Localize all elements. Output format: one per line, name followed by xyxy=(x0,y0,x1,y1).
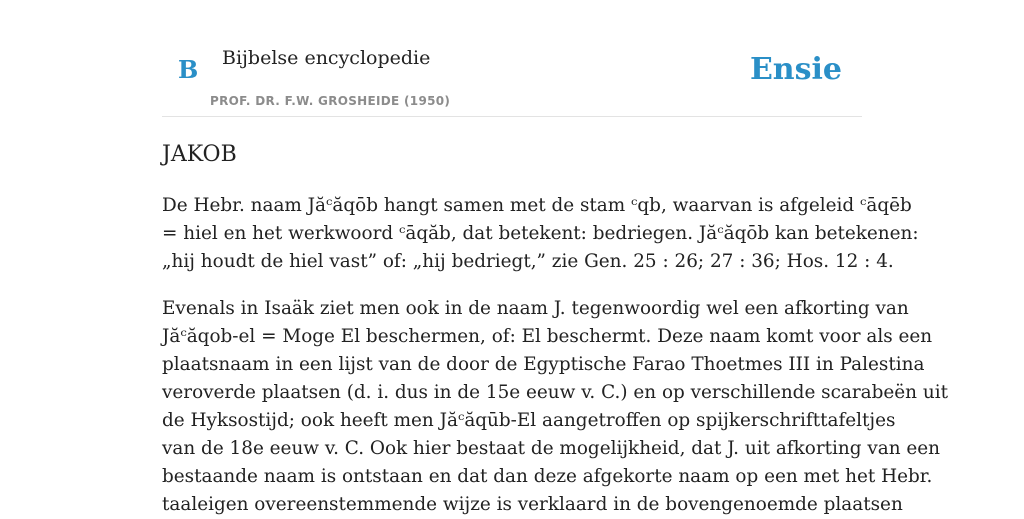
book-title-link[interactable]: Bijbelse encyclopedie xyxy=(222,47,431,69)
paragraph-line: De Hebr. naam Jăᶜăqōb hangt samen met de stam ᶜqb, waarvan is afgeleid ᶜāqēb xyxy=(162,195,912,216)
book-author: PROF. DR. F.W. GROSHEIDE (1950) xyxy=(210,94,451,108)
article-paragraph-2 xyxy=(162,295,948,519)
article xyxy=(162,140,948,519)
paragraph-line: Evenals in Isaäk ziet men ook in de naam J. tegenwoordig wel een afkorting van xyxy=(162,298,909,319)
paragraph-line: bestaande naam is ontstaan en dat dan deze afgekorte naam op een met het Hebr. xyxy=(162,466,933,487)
paragraph-line: de Hyksostijd; ook heeft men Jăᶜăqūb-El aangetroffen op spijkerschrifttafeltjes xyxy=(162,410,896,431)
paragraph-line: plaatsnaam in een lijst van de door de Egyptische Farao Thoetmes III in Palestina xyxy=(162,354,925,375)
article-paragraph-1 xyxy=(162,192,919,276)
paragraph-line: taaleigen overeenstemmende wijze is verklaard in de bovengenoemde plaatsen xyxy=(162,494,903,515)
paragraph-line: van de 18e eeuw v. C. Ook hier bestaat de mogelijkheid, dat J. uit afkorting van een xyxy=(162,438,941,459)
article-title: JAKOB xyxy=(162,142,237,167)
ensie-logo[interactable]: Ensie xyxy=(749,52,842,87)
paragraph-line: veroverde plaatsen (d. i. dus in de 15e eeuw v. C.) en op verschillende scarabeën uit xyxy=(162,382,948,403)
site-header xyxy=(162,0,862,117)
paragraph-line: Jăᶜăqob-el = Moge El beschermen, of: El beschermt. Deze naam komt voor als een xyxy=(162,326,933,347)
paragraph-line: „hij houdt de hiel vast” of: „hij bedriegt,” zie Gen. 25 : 26; 27 : 36; Hos. 12 : 4. xyxy=(162,251,894,272)
paragraph-line: = hiel en het werkwoord ᶜāqăb, dat betekent: bedriegen. Jăᶜăqōb kan betekenen: xyxy=(162,223,919,244)
book-logo[interactable]: B xyxy=(178,55,199,84)
